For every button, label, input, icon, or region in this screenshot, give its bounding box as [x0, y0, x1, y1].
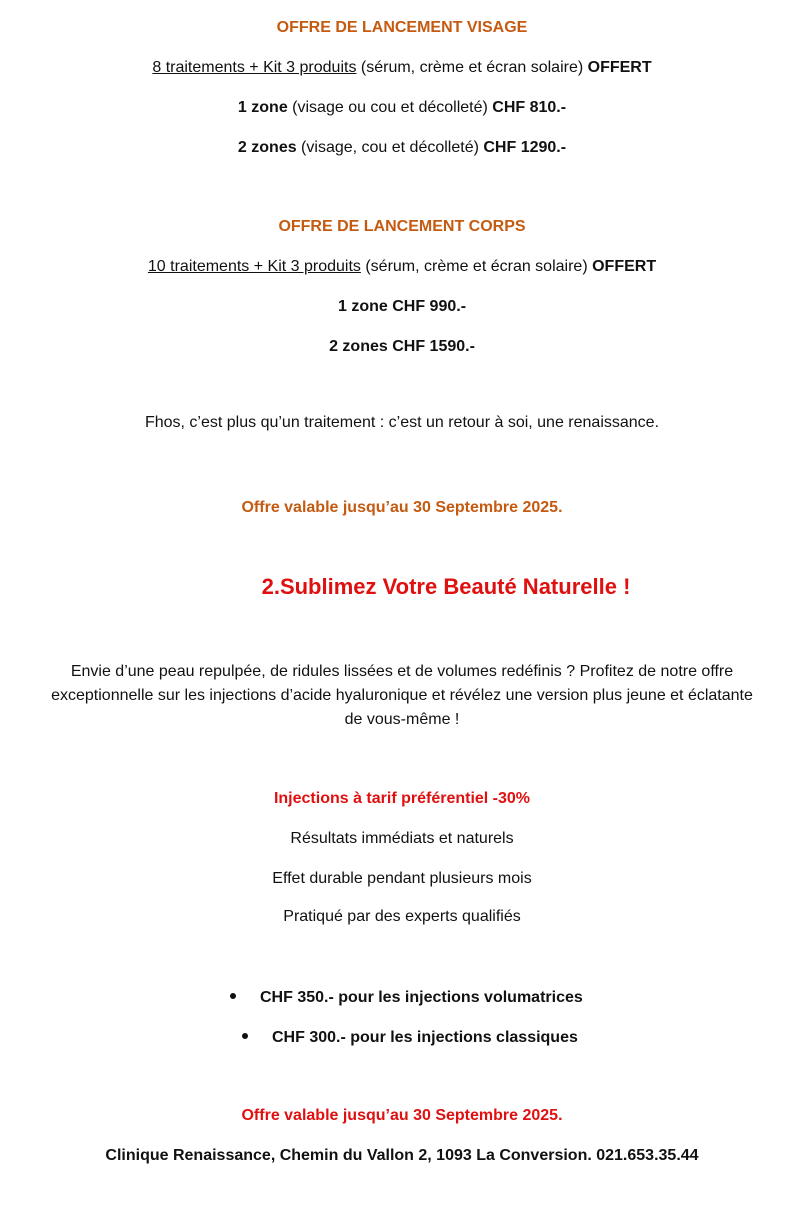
- tagline: Fhos, c’est plus qu’un traitement : c’est un retour à soi, une renaissance.: [144, 414, 660, 431]
- intro-line-1: Envie d’une peau repulpée, de ridules lissées et de volumes redéfinis ? Profitez de notre offre: [70, 663, 734, 680]
- promo-title: Injections à tarif préférentiel -30%: [273, 790, 531, 807]
- price-item-1-text: CHF 350.- pour les injections volumatrices: [260, 989, 583, 1006]
- corps-kit-line: [0, 256, 804, 278]
- benefit-3: Pratiqué par des experts qualifiés: [283, 908, 521, 925]
- price-item-2: [242, 1027, 578, 1049]
- bullet-icon: [242, 1033, 248, 1039]
- validity-notice-2: Offre valable jusqu’au 30 Septembre 2025.: [241, 1107, 563, 1124]
- visage-zone1-label: 1 zone: [237, 99, 288, 116]
- corps-offer-title: OFFRE DE LANCEMENT CORPS: [278, 218, 526, 235]
- price-item-2-text: CHF 300.- pour les injections classiques: [272, 1029, 578, 1046]
- visage-zone1-line: [0, 97, 804, 119]
- visage-kit-line: [0, 57, 804, 79]
- visage-zone2-line: [0, 137, 804, 159]
- benefit-1: Résultats immédiats et naturels: [290, 830, 514, 847]
- bullet-icon: [230, 993, 236, 999]
- visage-zone2-price: CHF 1290.-: [483, 139, 567, 156]
- visage-zone2-details: (visage, cou et décolleté): [296, 139, 484, 156]
- intro-line-2: exceptionnelle sur les injections d’acide hyaluronique et révélez une version plus jeune et éclatante: [51, 687, 753, 704]
- visage-kit-details: (sérum, crème et écran solaire): [356, 59, 588, 76]
- section2-intro: [0, 660, 804, 732]
- benefit-2: Effet durable pendant plusieurs mois: [272, 870, 532, 887]
- section2-heading: 2.Sublimez Votre Beauté Naturelle !: [261, 574, 631, 599]
- visage-kit-underlined: 8 traitements + Kit 3 produits: [152, 59, 357, 76]
- corps-kit-underlined: 10 traitements + Kit 3 produits: [147, 258, 361, 275]
- clinic-footer: Clinique Renaissance, Chemin du Vallon 2, 1093 La Conversion. 021.653.35.44: [105, 1147, 699, 1164]
- visage-zone1-price: CHF 810.-: [492, 99, 567, 116]
- corps-zone1: 1 zone CHF 990.-: [337, 298, 467, 315]
- visage-offer-title: OFFRE DE LANCEMENT VISAGE: [276, 19, 528, 36]
- corps-kit-offert: OFFERT: [592, 258, 657, 275]
- validity-notice-1: Offre valable jusqu’au 30 Septembre 2025.: [241, 499, 563, 516]
- corps-zone2: 2 zones CHF 1590.-: [329, 338, 475, 355]
- visage-zone1-details: (visage ou cou et décolleté): [287, 99, 493, 116]
- visage-kit-offert: OFFERT: [587, 59, 652, 76]
- visage-zone2-label: 2 zones: [237, 139, 297, 156]
- price-item-1: [230, 987, 583, 1009]
- intro-line-3: de vous-même !: [344, 711, 460, 728]
- corps-kit-details: (sérum, crème et écran solaire): [360, 258, 593, 275]
